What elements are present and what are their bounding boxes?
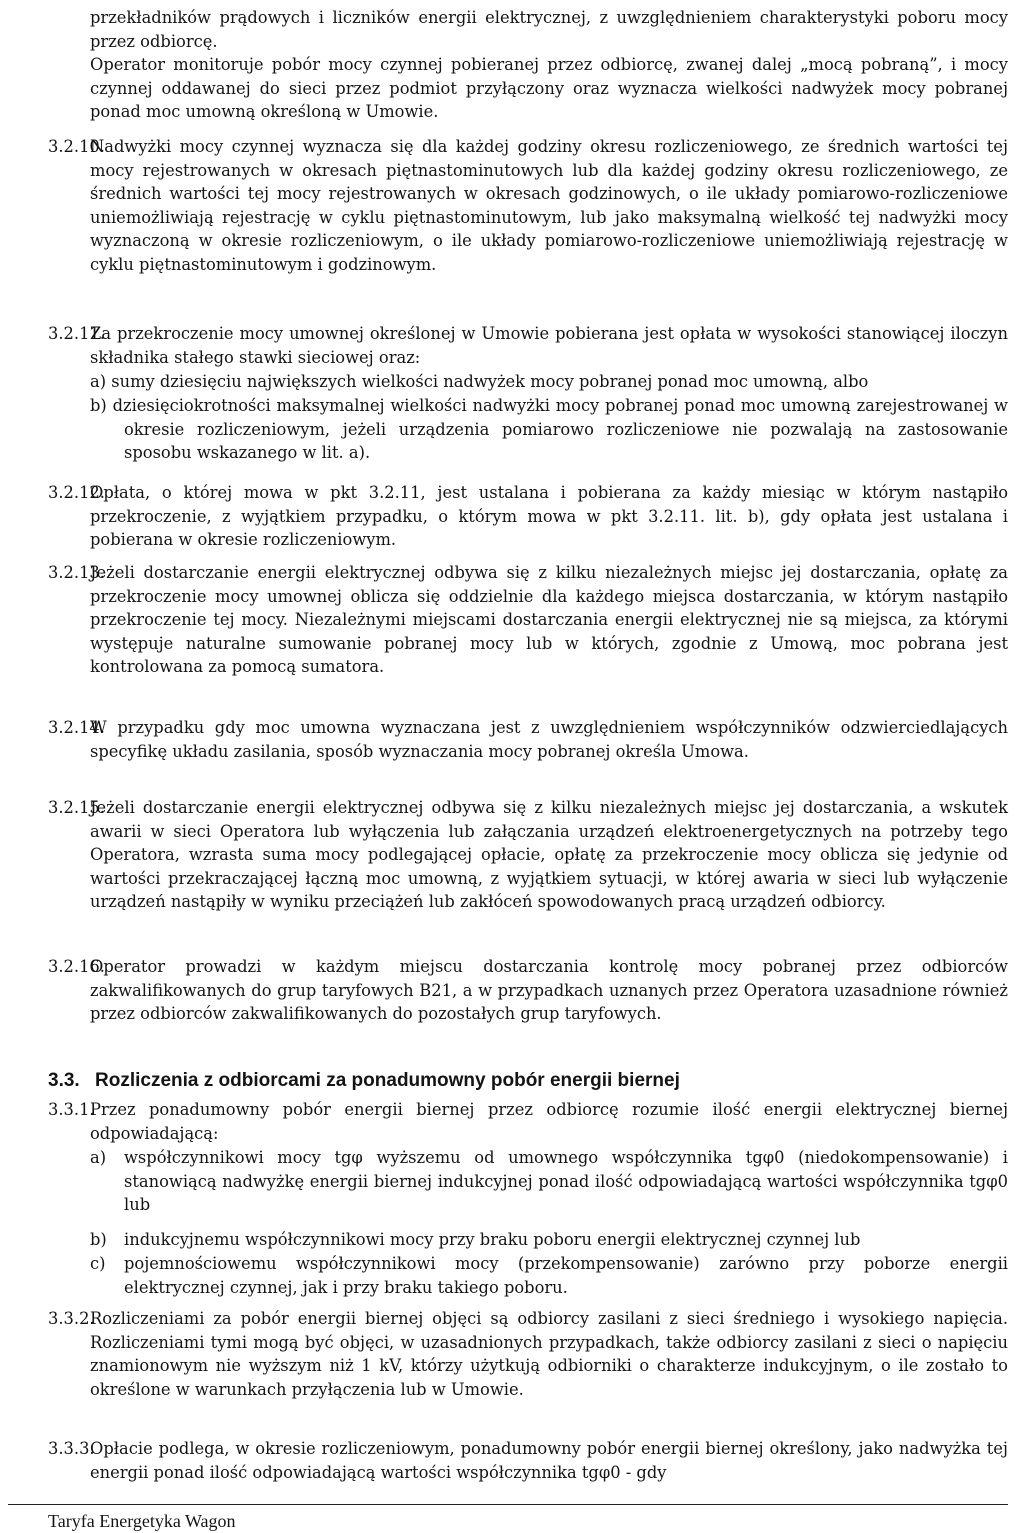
- point-3-3-1-item-a: współczynnikowi mocy tgφ wyższemu od umownego współczynnika tgφ0 (niedokompensowanie) i stanowiącą nadwyżkę energii biernej indukcyjnej ponad ilość odpowiadającą wartości współczynnika tgφ0 lub: [124, 1148, 1008, 1214]
- point-number-3-3-3: 3.3.3.: [48, 1439, 95, 1458]
- point-3-3-1-text: Przez ponadumowny pobór energii biernej przez odbiorcę rozumie ilość energii elektrycznej biernej odpowiadającą:: [90, 1100, 1008, 1143]
- point-3-2-11-item-b: b) dziesięciokrotności maksymalnej wielkości nadwyżki mocy pobranej ponad moc umowną zarejestrowanej w okresie rozliczeniowym, jeżeli urządzenia pomiarowo rozliczeniowe nie pozwalają na zastosowanie sposobu wskazanego w lit. a).: [90, 396, 1008, 462]
- point-3-2-14-text: W przypadku gdy moc umowna wyznaczana jest z uwzględnieniem współczynników odzwierciedlających specyfikę układu zasilania, sposób wyznaczania mocy pobranej określa Umowa.: [90, 718, 1008, 761]
- point-3-2-11-text: Za przekroczenie mocy umownej określonej w Umowie pobierana jest opłata w wysokości stanowiącej iloczyn składnika stałego stawki sieciowej oraz:: [90, 324, 1008, 367]
- point-number-3-3-1: 3.3.1.: [48, 1100, 95, 1119]
- point-3-2-13-text: Jeżeli dostarczanie energii elektrycznej odbywa się z kilku niezależnych miejsc jej dostarczania, opłatę za przekroczenie mocy umownej oblicza się oddzielnie dla każdego miejsca dostarczania, w którym nastąpiło przekroczenie tej mocy. Niezależnymi miejscami dostarczania energii elektrycznej nie są miejsca, za którymi występuje naturalne sumowanie pobranej mocy lub w których, zgodnie z Umową, moc pobrana jest kontrolowana za pomocą sumatora.: [90, 563, 1008, 676]
- point-3-2-10-text: Nadwyżki mocy czynnej wyznacza się dla każdej godziny okresu rozliczeniowego, ze średnich wartości tej mocy rejestrowanych w okresach piętnastominutowych lub dla każdej godziny okresu rozliczeniowego, ze średnich wartości tej mocy rejestrowanych w okresach godzinowych, o ile układy pomiarowo-rozliczeniowe uniemożliwiają rejestrację w cyklu piętnastominutowym, lub jako maksymalną wielkość tej nadwyżki mocy wyznaczoną w okresie rozliczeniowym, o ile układy pomiarowo-rozliczeniowe uniemożliwiają rejestrację w cyklu piętnastominutowym i godzinowym.: [90, 137, 1008, 274]
- point-3-2-12-text: Opłata, o której mowa w pkt 3.2.11, jest ustalana i pobierana za każdy miesiąc w którym nastąpiło przekroczenie, z wyjątkiem przypadku, o którym mowa w pkt 3.2.11. lit. b), gdy opłata jest ustalana i pobierana w okresie rozliczeniowym.: [90, 483, 1008, 549]
- point-3-2-11-item-a: a) sumy dziesięciu największych wielkości nadwyżek mocy pobranej ponad moc umowną, albo: [90, 372, 869, 391]
- point-3-3-2-text: Rozliczeniami za pobór energii biernej objęci są odbiorcy zasilani z sieci średniego i wysokiego napięcia. Rozliczeniami tymi mogą być objęci, w uzasadnionych przypadkach, także odbiorcy zasilani z sieci o napięciu znamionowym nie wyższym niż 1 kV, którzy użytkują odbiorniki o charakterze indukcyjnym, o ile zostało to określone w warunkach przyłączenia lub w Umowie.: [90, 1309, 1008, 1399]
- point-3-3-1-item-b: indukcyjnemu współczynnikowi mocy przy braku poboru energii elektrycznej czynnej lub: [124, 1230, 861, 1249]
- point-3-2-16-text: Operator prowadzi w każdym miejscu dostarczania kontrolę mocy pobranej przez odbiorców zakwalifikowanych do grup taryfowych B21, a w przypadkach uznanych przez Operatora uzasadnione również przez odbiorców zakwalifikowanych do pozostałych grup taryfowych.: [90, 957, 1008, 1023]
- point-3-3-1-item-c: pojemnościowemu współczynnikowi mocy (przekompensowanie) zarówno przy poborze energii elektrycznej czynnej, jak i przy braku takiego poboru.: [124, 1254, 1008, 1297]
- point-number-3-2-14: 3.2.14.: [48, 718, 105, 737]
- point-number-3-3-2: 3.3.2.: [48, 1309, 95, 1328]
- point-3-3-1-label-c: c): [90, 1254, 106, 1273]
- section-number: 3.3.: [48, 1070, 80, 1091]
- paragraph-operator-monitoring: Operator monitoruje pobór mocy czynnej pobieranej przez odbiorcę, zwanej dalej „mocą pobraną”, i mocy czynnej oddawanej do sieci przez podmiot przyłączony oraz wyznacza wielkości nadwyżek mocy pobranej ponad moc umowną określoną w Umowie.: [90, 55, 1008, 121]
- point-number-3-2-10: 3.2.10.: [48, 137, 105, 156]
- point-3-3-1-label-b: b): [90, 1230, 107, 1249]
- section-heading: Rozliczenia z odbiorcami za ponadumowny pobór energii biernej: [95, 1070, 680, 1091]
- footer-title: Taryfa Energetyka Wagon: [48, 1511, 236, 1531]
- paragraph-intro-continuation: przekładników prądowych i liczników energii elektrycznej, z uwzględnieniem charakterystyki poboru mocy przez odbiorcę.: [90, 8, 1008, 51]
- point-3-2-15-text: Jeżeli dostarczanie energii elektrycznej odbywa się z kilku niezależnych miejsc jej dostarczania, a wskutek awarii w sieci Operatora lub wyłączenia lub załączania urządzeń elektroenergetycznych na potrzeby tego Operatora, wzrasta suma mocy podlegającej opłacie, opłatę za przekroczenie mocy oblicza się jedynie od wartości przekraczającej łączną moc umowną, z wyjątkiem sytuacji, w której awaria w sieci lub wyłączenie urządzeń nastąpiły w wyniku przeciążeń lub zakłóceń spowodowanych pracą urządzeń odbiorcy.: [90, 798, 1008, 911]
- point-number-3-2-11: 3.2.11.: [48, 324, 105, 343]
- point-number-3-2-15: 3.2.15.: [48, 798, 105, 817]
- point-3-3-3-text: Opłacie podlega, w okresie rozliczeniowym, ponadumowny pobór energii biernej określony, jako nadwyżka tej energii ponad ilość odpowiadającą wartości współczynnika tgφ0 - gdy: [90, 1439, 1008, 1482]
- point-3-3-1-label-a: a): [90, 1148, 107, 1167]
- footer-divider: [8, 1504, 1008, 1505]
- point-number-3-2-16: 3.2.16.: [48, 957, 105, 976]
- point-number-3-2-12: 3.2.12.: [48, 483, 105, 502]
- point-number-3-2-13: 3.2.13.: [48, 563, 105, 582]
